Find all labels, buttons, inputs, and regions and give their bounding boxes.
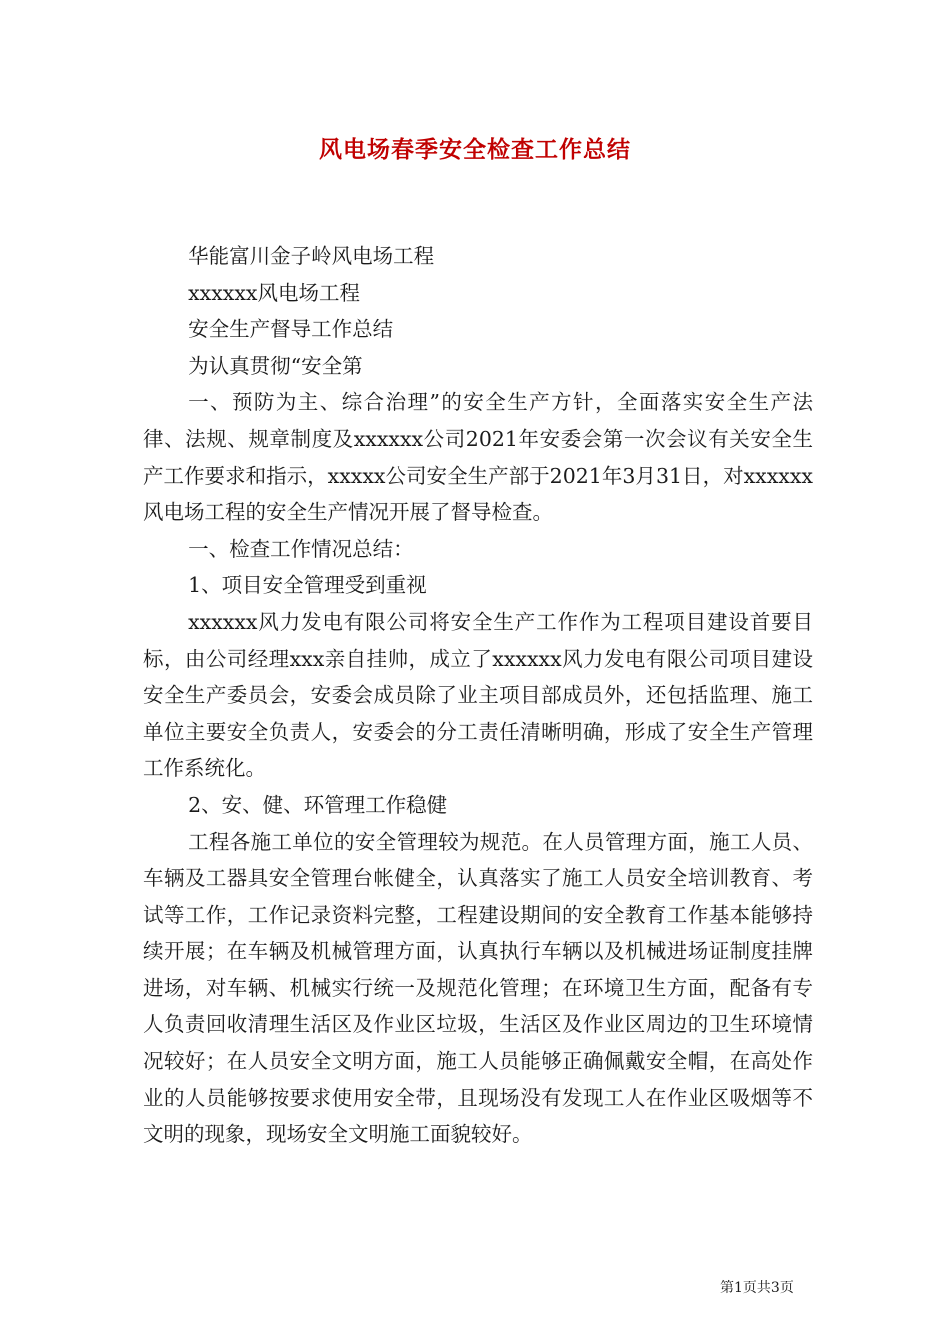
subsection-heading-1: 1、项目安全管理受到重视	[188, 573, 427, 598]
page-number-label: 第1页共3页	[720, 1280, 794, 1296]
document-body	[143, 238, 813, 1153]
section-heading-summary: 一、检查工作情况总结：	[188, 536, 414, 561]
paragraph-safety-management: xxxxxx风力发电有限公司将安全生产工作作为工程项目建设首要目标，由公司经理xxx亲自挂帅，成立了xxxxxx风力发电有限公司项目建设安全生产委员会，安委会成员除了业主项目部成员外，还包括监理、施工单位主要安全负责人，安委会的分工责任清晰明确，形成了安全生产管理工作系统化。	[143, 609, 813, 781]
paragraph-intro: 一、预防为主、综合治理”的安全生产方针，全面落实安全生产法律、法规、规章制度及xxxxxx公司2021年安委会第一次会议有关安全生产工作要求和指示，xxxxx公司安全生产部于2021年3月31日，对xxxxxx风电场工程的安全生产情况开展了督导检查。	[143, 390, 813, 525]
page-number-footer	[720, 1278, 794, 1298]
paragraph-hse-management: 工程各施工单位的安全管理较为规范。在人员管理方面，施工人员、车辆及工器具安全管理台帐健全，认真落实了施工人员安全培训教育、考试等工作，工作记录资料完整，工程建设期间的安全教育工作基本能够持续开展；在车辆及机械管理方面，认真执行车辆以及机械进场证制度挂牌进场，对车辆、机械实行统一及规范化管理；在环境卫生方面，配备有专人负责回收清理生活区及作业区垃圾，生活区及作业区周边的卫生环境情况较好；在人员安全文明方面，施工人员能够正确佩戴安全帽，在高处作业的人员能够按要求使用安全带，且现场没有发现工人在作业区吸烟等不文明的现象，现场安全文明施工面貌较好。	[143, 829, 813, 1147]
subsection-heading-2: 2、安、健、环管理工作稳健	[188, 792, 448, 817]
paragraph-project-short: xxxxxx风电场工程	[188, 280, 360, 305]
document-title: 风电场春季安全检查工作总结	[319, 136, 631, 163]
paragraph-project-name: 华能富川金子岭风电场工程	[188, 244, 435, 268]
paragraph-intro-start: 为认真贯彻“安全第	[188, 353, 363, 378]
paragraph-report-title: 安全生产督导工作总结	[188, 317, 394, 342]
